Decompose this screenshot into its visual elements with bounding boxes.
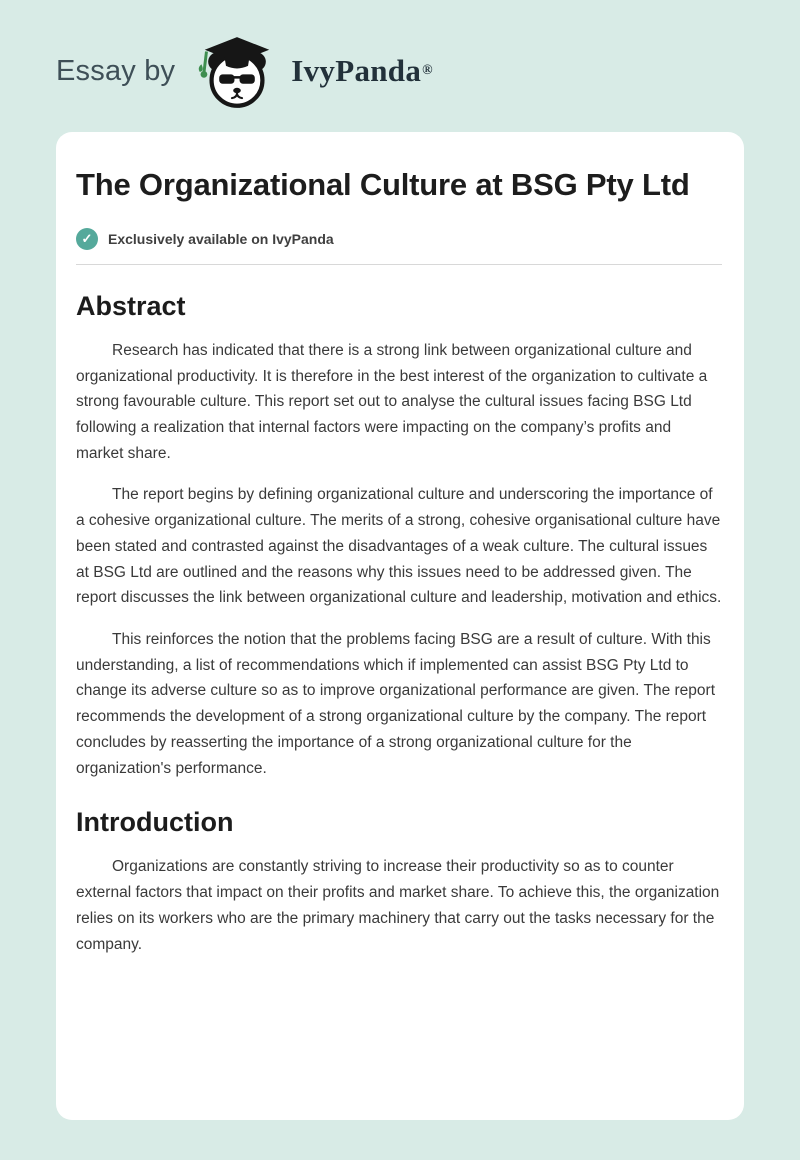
site-header [0, 0, 800, 132]
panda-graduate-icon [193, 32, 281, 110]
section-heading-introduction: Introduction [76, 807, 234, 838]
ivypanda-logo[interactable] [193, 32, 432, 110]
paragraph: This reinforces the notion that the problems facing BSG are a result of culture. With this understanding, a list of recommendations which if implemented can assist BSG Pty Ltd to change its adverse culture so as to improve organizational performance are given. The report recommends the development of a strong organizational culture by the company. The report concludes by reasserting the importance of a strong organizational culture for the organization's performance. [76, 631, 716, 777]
check-icon: ✓ [76, 228, 98, 250]
brand-name: IvyPanda [291, 53, 422, 88]
availability-badge [76, 228, 722, 250]
article-card [56, 132, 744, 1120]
page-title: The Organizational Culture at BSG Pty Ltd [76, 167, 690, 202]
registered-mark: ® [422, 63, 433, 78]
paragraph: Research has indicated that there is a strong link between organizational culture and organizational productivity. It is therefore in the best interest of the organization to cultivate a strong favourable culture. This report set out to analyse the cultural issues facing BSG Ltd following a realization that internal factors were impacting on the company’s profits and market share. [76, 341, 708, 462]
section-introduction [76, 807, 722, 957]
section-heading-abstract: Abstract [76, 290, 186, 321]
essay-by-label: Essay by [56, 54, 176, 87]
divider [76, 264, 722, 265]
section-abstract [76, 291, 722, 782]
paragraph: The report begins by defining organizational culture and underscoring the importance of a cohesive organizational culture. The merits of a strong, cohesive organisational culture have been stated and contrasted against the disadvantages of a weak culture. The cultural issues at BSG Ltd are outlined and the reasons why this issues need to be addressed given. The report discusses the link between organizational culture and leadership, motivation and ethics. [76, 486, 722, 607]
paragraph: Organizations are constantly striving to increase their productivity so as to counter external factors that impact on their profits and market share. To achieve this, the organization relies on its workers who are the primary machinery that carry out the tasks necessary for the company. [76, 858, 720, 953]
availability-text: Exclusively available on IvyPanda [108, 230, 334, 247]
